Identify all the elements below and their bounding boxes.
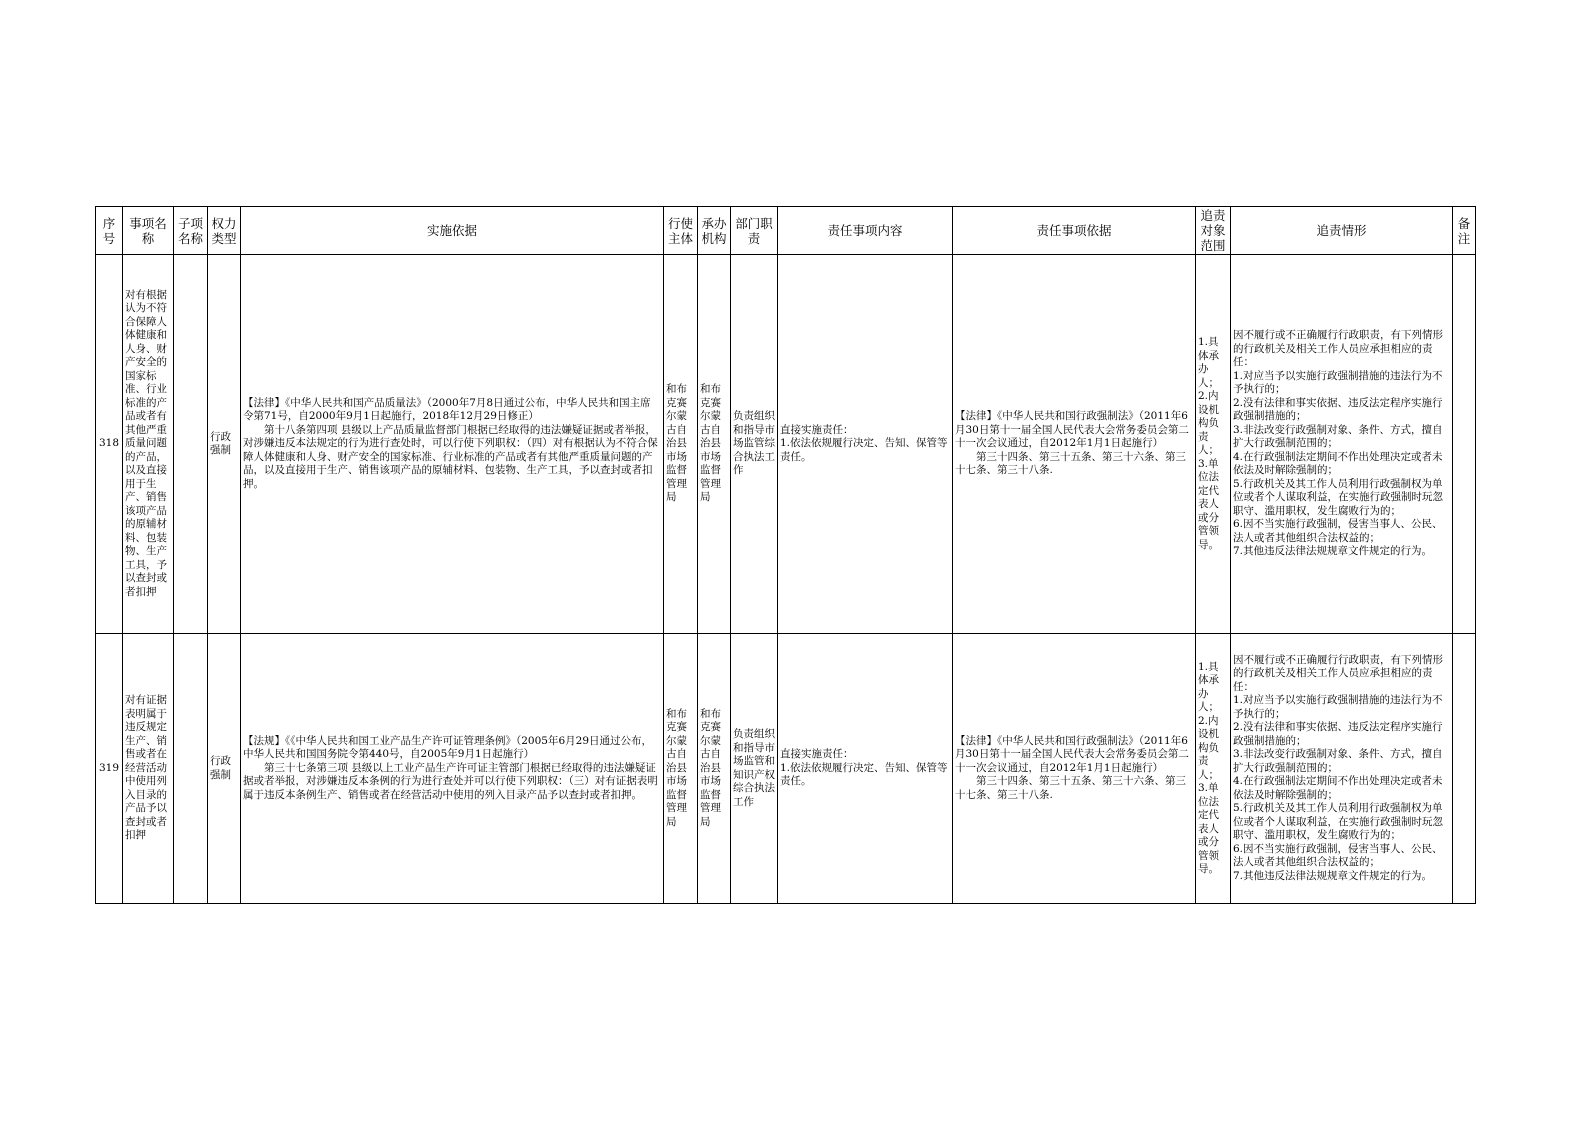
row-basis: 【法规】《《中华人民共和国工业产品生产许可证管理条例》（2005年6月29日通过公布，中华人民共和国国务院令第440号，自2005年9月1日起施行） 第三十七条第三项 县级以上工业产品生产许可证主管部门根据已经取得的违法嫌疑证据或者举报，对涉嫌违反本条例的行为进行查处并可以行使下列职权：（三）对有证据表明属于违反本条例生产、销售或者在经营活动中使用的列入目录产品予以查封或者扣押。 bbox=[241, 634, 664, 904]
row-type: 行政强制 bbox=[208, 255, 241, 634]
header-duty: 部门职责 bbox=[731, 207, 778, 255]
header-resp-basis: 责任事项依据 bbox=[953, 207, 1196, 255]
table-row bbox=[96, 255, 1476, 634]
row-scope: 1.具体承办人； 2.内设机构负责人； 3.单位法定代表人或分管领导。 bbox=[1196, 255, 1231, 634]
row-situation: 因不履行或不正确履行行政职责，有下列情形的行政机关及相关工作人员应承担相应的责任： 1.对应当予以实施行政强制措施的违法行为不予执行的； 2.没有法律和事实依据、违反法定程序实施行政强制措施的； 3.非法改变行政强制对象、条件、方式，擅自扩大行政强制范围的； 4.在行政强制法定期间不作出处理决定或者未依法及时解除强制的； 5.行政机关及其工作人员利用行政强制权为单位或者个人谋取利益，在实施行政强制时玩忽职守、滥用职权，发生腐败行为的； 6.因不当实施行政强制，侵害当事人、公民、法人或者其他组织合法权益的； 7.其他违反法律法规规章文件规定的行为。 bbox=[1231, 255, 1453, 634]
header-subject: 行使主体 bbox=[664, 207, 698, 255]
header-no: 序号 bbox=[96, 207, 123, 255]
row-org: 和布克赛尔蒙古自治县市场监督管理局 bbox=[698, 255, 731, 634]
header-situation: 追责情形 bbox=[1231, 207, 1453, 255]
row-note bbox=[1453, 255, 1476, 634]
row-note bbox=[1453, 634, 1476, 904]
row-resp-basis: 【法律】《中华人民共和国行政强制法》（2011年6月30日第十一届全国人民代表大会常务委员会第二十一次会议通过，自2012年1月1日起施行） 第三十四条、第三十五条、第三十六条、第三十七条、第三十八条. bbox=[953, 634, 1196, 904]
row-subject: 和布克赛尔蒙古自治县市场监督管理局 bbox=[664, 255, 698, 634]
header-content: 责任事项内容 bbox=[778, 207, 953, 255]
header-basis: 实施依据 bbox=[241, 207, 664, 255]
row-no: 319 bbox=[96, 634, 123, 904]
row-sub bbox=[174, 255, 208, 634]
table-row bbox=[96, 634, 1476, 904]
row-org: 和布克赛尔蒙古自治县市场监督管理局 bbox=[698, 634, 731, 904]
header-org: 承办机构 bbox=[698, 207, 731, 255]
header-item: 事项名称 bbox=[123, 207, 174, 255]
row-resp-basis: 【法律】《中华人民共和国行政强制法》（2011年6月30日第十一届全国人民代表大会常务委员会第二十一次会议通过，自2012年1月1日起施行） 第三十四条、第三十五条、第三十六条、第三十七条、第三十八条. bbox=[953, 255, 1196, 634]
row-content: 直接实施责任： 1.依法依规履行决定、告知、保管等责任。 bbox=[778, 255, 953, 634]
row-subject: 和布克赛尔蒙古自治县市场监督管理局 bbox=[664, 634, 698, 904]
header-sub: 子项名称 bbox=[174, 207, 208, 255]
row-duty: 负责组织和指导市场监管和知识产权综合执法工作 bbox=[731, 634, 778, 904]
row-sub bbox=[174, 634, 208, 904]
row-item: 对有根据认为不符合保障人体健康和人身、财产安全的国家标准、行业标准的产品或者有其他严重质量问题的产品，以及直接用于生产、销售该项产品的原辅材料、包装物、生产工具，予以查封或者扣押 bbox=[123, 255, 174, 634]
row-type: 行政强制 bbox=[208, 634, 241, 904]
row-scope: 1.具体承办人； 2.内设机构负责人； 3.单位法定代表人或分管领导。 bbox=[1196, 634, 1231, 904]
row-item: 对有证据表明属于违反规定生产、销售或者在经营活动中使用列入目录的产品予以查封或者扣押 bbox=[123, 634, 174, 904]
header-note: 备注 bbox=[1453, 207, 1476, 255]
header-scope: 追责对象范围 bbox=[1196, 207, 1231, 255]
row-content: 直接实施责任： 1.依法依规履行决定、告知、保管等责任。 bbox=[778, 634, 953, 904]
row-situation: 因不履行或不正确履行行政职责，有下列情形的行政机关及相关工作人员应承担相应的责任： 1.对应当予以实施行政强制措施的违法行为不予执行的； 2.没有法律和事实依据、违反法定程序实施行政强制措施的； 3.非法改变行政强制对象、条件、方式，擅自扩大行政强制范围的； 4.在行政强制法定期间不作出处理决定或者未依法及时解除强制的； 5.行政机关及其工作人员利用行政强制权为单位或者个人谋取利益，在实施行政强制时玩忽职守、滥用职权，发生腐败行为的； 6.因不当实施行政强制，侵害当事人、公民、法人或者其他组织合法权益的； 7.其他违反法律法规规章文件规定的行为。 bbox=[1231, 634, 1453, 904]
row-duty: 负责组织和指导市场监管综合执法工作 bbox=[731, 255, 778, 634]
responsibility-table bbox=[95, 206, 1476, 904]
row-no: 318 bbox=[96, 255, 123, 634]
row-basis: 【法律】《中华人民共和国产品质量法》（2000年7月8日通过公布，中华人民共和国主席令第71号，自2000年9月1日起施行，2018年12月29日修正） 第十八条第四项 县级以上产品质量监督部门根据已经取得的违法嫌疑证据或者举报，对涉嫌违反本法规定的行为进行查处时，可以行使下列职权：（四）对有根据认为不符合保障人体健康和人身、财产安全的国家标准、行业标准的产品或者有其他严重质量问题的产品，以及直接用于生产、销售该项产品的原辅材料、包装物、生产工具，予以查封或者扣押。 bbox=[241, 255, 664, 634]
header-type: 权力类型 bbox=[208, 207, 241, 255]
header-row bbox=[96, 207, 1476, 255]
